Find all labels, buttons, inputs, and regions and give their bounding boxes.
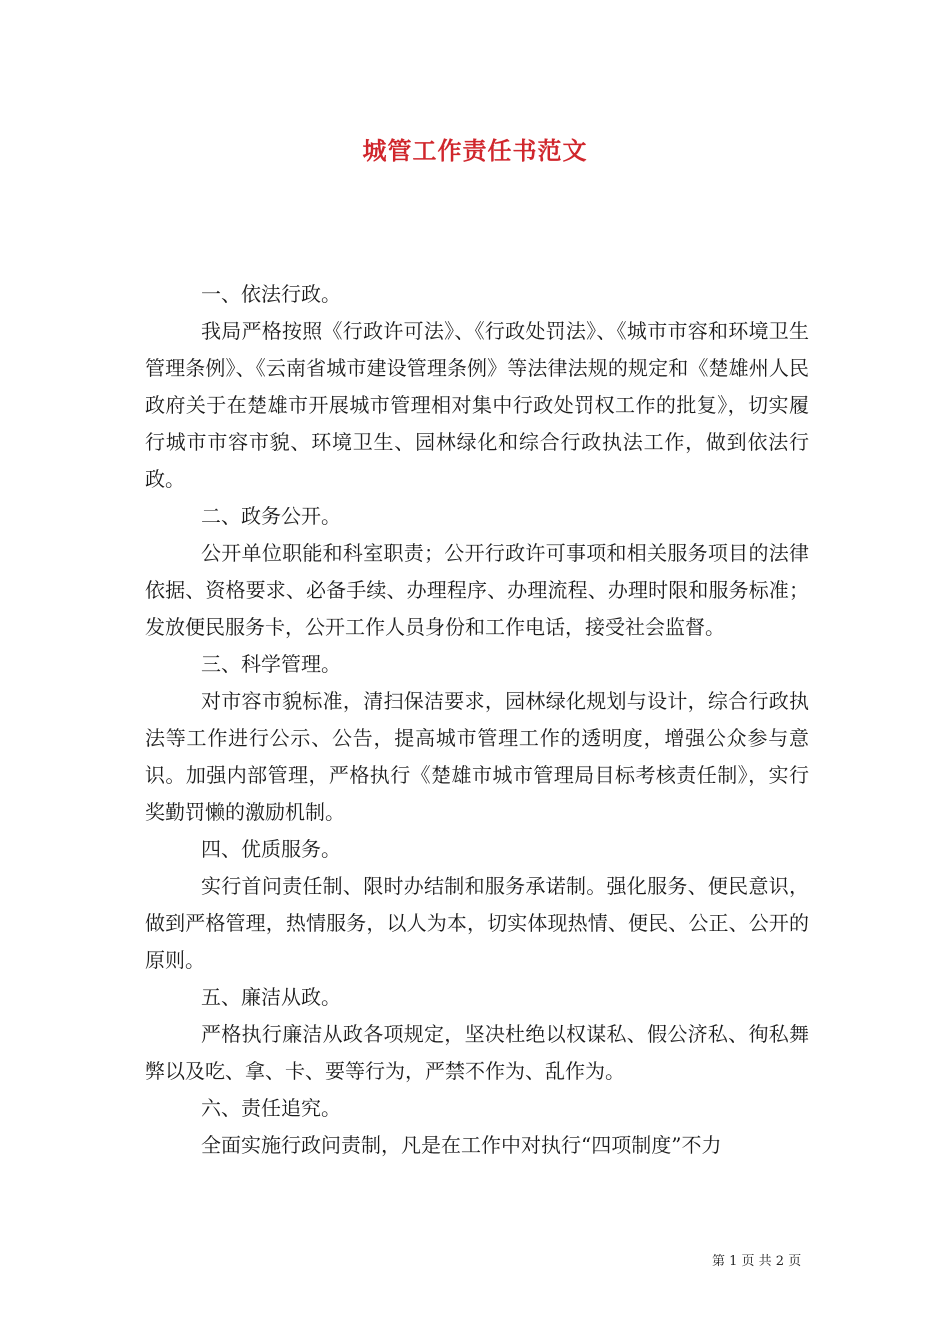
section-heading-3: 三、科学管理。 — [201, 652, 341, 676]
document-body — [145, 276, 809, 1164]
document-title: 城管工作责任书范文 — [362, 136, 588, 165]
section-paragraph-5: 严格执行廉洁从政各项规定，坚决杜绝以权谋私、假公济私、徇私舞弊以及吃、拿、卡、要等行为，严禁不作为、乱作为。 — [145, 1022, 809, 1083]
page-number: 第 1 页 共 2 页 — [712, 1254, 802, 1269]
section-paragraph-6: 全面实施行政问责制，凡是在工作中对执行“四项制度”不力 — [201, 1133, 722, 1157]
section-heading-5: 五、廉洁从政。 — [201, 985, 341, 1009]
section-heading-1: 一、依法行政。 — [201, 282, 341, 306]
section-paragraph-2: 公开单位职能和科室职责；公开行政许可事项和相关服务项目的法律依据、资格要求、必备手续、办理程序、办理流程、办理时限和服务标准；发放便民服务卡，公开工作人员身份和工作电话，接受社会监督。 — [145, 541, 809, 639]
section-heading-4: 四、优质服务。 — [201, 837, 341, 861]
section-paragraph-3: 对市容市貌标准，清扫保洁要求，园林绿化规划与设计，综合行政执法等工作进行公示、公告，提高城市管理工作的透明度，增强公众参与意识。加强内部管理，严格执行《楚雄市城市管理局目标考核责任制》，实行奖勤罚懒的激励机制。 — [145, 689, 809, 824]
section-heading-2: 二、政务公开。 — [201, 504, 341, 528]
section-paragraph-4: 实行首问责任制、限时办结制和服务承诺制。强化服务、便民意识，做到严格管理，热情服务，以人为本，切实体现热情、便民、公正、公开的原则。 — [145, 874, 809, 972]
section-heading-6: 六、责任追究。 — [201, 1096, 341, 1120]
section-paragraph-1: 我局严格按照《行政许可法》、《行政处罚法》、《城市市容和环境卫生管理条例》、《云南省城市建设管理条例》等法律法规的规定和《楚雄州人民政府关于在楚雄市开展城市管理相对集中行政处罚权工作的批复》，切实履行城市市容市貌、环境卫生、园林绿化和综合行政执法工作，做到依法行政。 — [145, 319, 809, 491]
